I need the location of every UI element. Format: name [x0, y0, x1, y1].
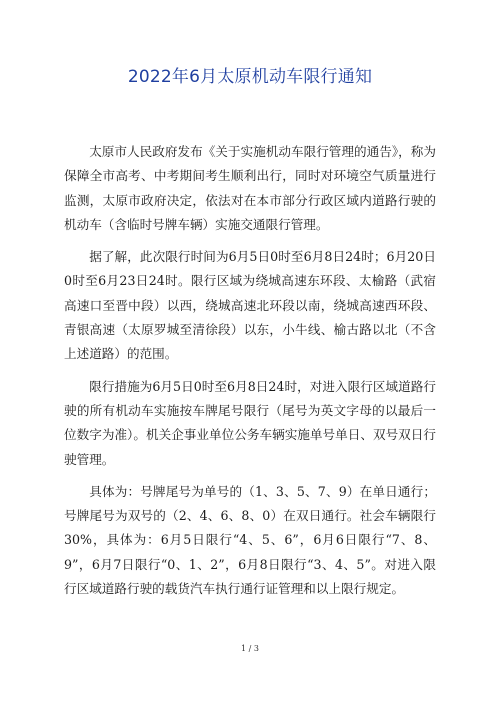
page-number: 1 / 3	[241, 644, 259, 653]
paragraph-1: 太原市人民政府发布《关于实施机动车限行管理的通告》，称为保障全市高考、中考期间考生顺利出行，同时对环境空气质量进行监测，太原市政府决定，依法对在本市部分行政区域内道路行驶的机动车（含临时号牌车辆）实施交通限行管理。	[64, 144, 436, 232]
paragraph-4: 具体为：号牌尾号为单号的（1、3、5、7、9）在单日通行；号牌尾号为双号的（2、4、6、8、0）在双日通行。社会车辆限行30%，具体为：6月5日限行“4、5、6”，6月6日限行“7、8、9”，6月7日限行“0、1、2”，6月8日限行“3、4、5”。对进入限行区域道路行驶的载货汽车执行通行证管理和以上限行规定。	[64, 483, 436, 597]
footer-divider	[64, 636, 436, 637]
document-title: 2022年6月太原机动车限行通知	[127, 67, 373, 87]
paragraph-3: 限行措施为6月5日0时至6月8日24时，对进入限行区域道路行驶的所有机动车实施按车牌尾号限行（尾号为英文字母的以最后一位数字为准）。机关企事业单位公务车辆实施单号单日、双号双日行驶管理。	[64, 378, 436, 467]
document-body	[64, 140, 436, 609]
paragraph-2: 据了解，此次限行时间为6月5日0时至6月8日24时；6月20日0时至6月23日24时。限行区域为绕城高速东环段、太榆路（武宿高速口至晋中段）以西，绕城高速北环段以南，绕城高速西环段、青银高速（太原罗城至清徐段）以东，小牛线、榆古路以北（不含上述道路）的范围。	[64, 249, 436, 362]
